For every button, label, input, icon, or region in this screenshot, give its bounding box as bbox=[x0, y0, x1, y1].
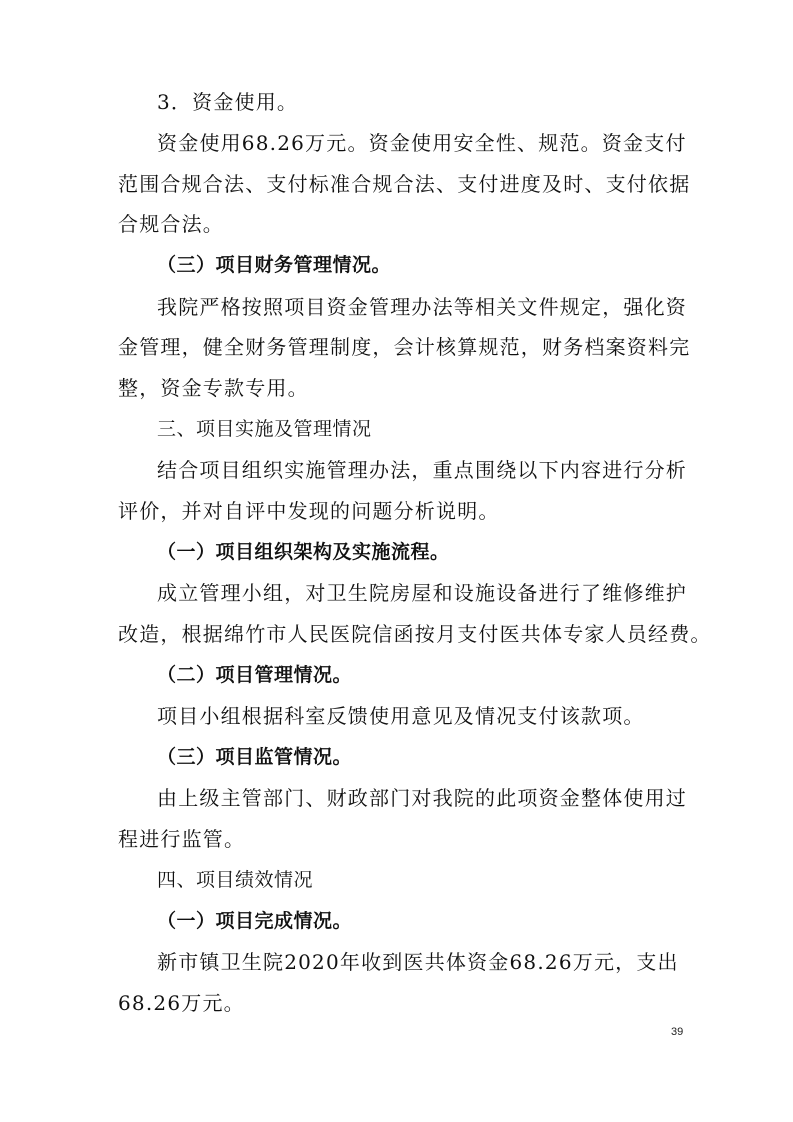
section-heading: （一）项目组织架构及实施流程。 bbox=[157, 541, 450, 563]
paragraph-line: 合规合法。 bbox=[118, 212, 224, 236]
paragraph-line: 由上级主管部门、财政部门对我院的此项资金整体使用过 bbox=[157, 786, 687, 810]
paragraph-line: 我院严格按照项目资金管理办法等相关文件规定，强化资 bbox=[157, 295, 687, 319]
paragraph-line: 68.26万元。 bbox=[118, 991, 245, 1015]
paragraph-line: 程进行监管。 bbox=[118, 827, 246, 851]
paragraph-line: 范围合规合法、支付标准合规合法、支付进度及时、支付依据 bbox=[118, 172, 691, 196]
paragraph-line: 结合项目组织实施管理办法，重点围绕以下内容进行分析 bbox=[157, 458, 687, 482]
section-heading: （三）项目财务管理情况。 bbox=[157, 254, 392, 276]
paragraph-line: 评价，并对自评中发现的问题分析说明。 bbox=[118, 499, 500, 523]
section-heading: （一）项目完成情况。 bbox=[157, 910, 353, 932]
section-heading: （三）项目监管情况。 bbox=[157, 746, 353, 768]
paragraph-line: 整，资金专款专用。 bbox=[118, 376, 309, 400]
paragraph-line: 3．资金使用。 bbox=[157, 90, 299, 114]
paragraph-line: 改造，根据绵竹市人民医院信函按月支付医共体专家人员经费。 bbox=[118, 622, 712, 646]
paragraph-line: 成立管理小组，对卫生院房屋和设施设备进行了维修维护 bbox=[157, 581, 687, 605]
page-number: 39 bbox=[671, 1026, 684, 1038]
paragraph-line: 金管理，健全财务管理制度，会计核算规范，财务档案资料完 bbox=[118, 335, 691, 359]
chapter-heading: 四、项目绩效情况 bbox=[157, 869, 314, 891]
paragraph-line: 资金使用68.26万元。资金使用安全性、规范。资金支付 bbox=[157, 131, 687, 155]
paragraph-line: 项目小组根据科室反馈使用意见及情况支付该款项。 bbox=[157, 704, 645, 728]
section-heading: （二）项目管理情况。 bbox=[157, 664, 353, 686]
chapter-heading: 三、项目实施及管理情况 bbox=[157, 418, 372, 440]
paragraph-line: 新市镇卫生院2020年收到医共体资金68.26万元，支出 bbox=[157, 950, 679, 974]
